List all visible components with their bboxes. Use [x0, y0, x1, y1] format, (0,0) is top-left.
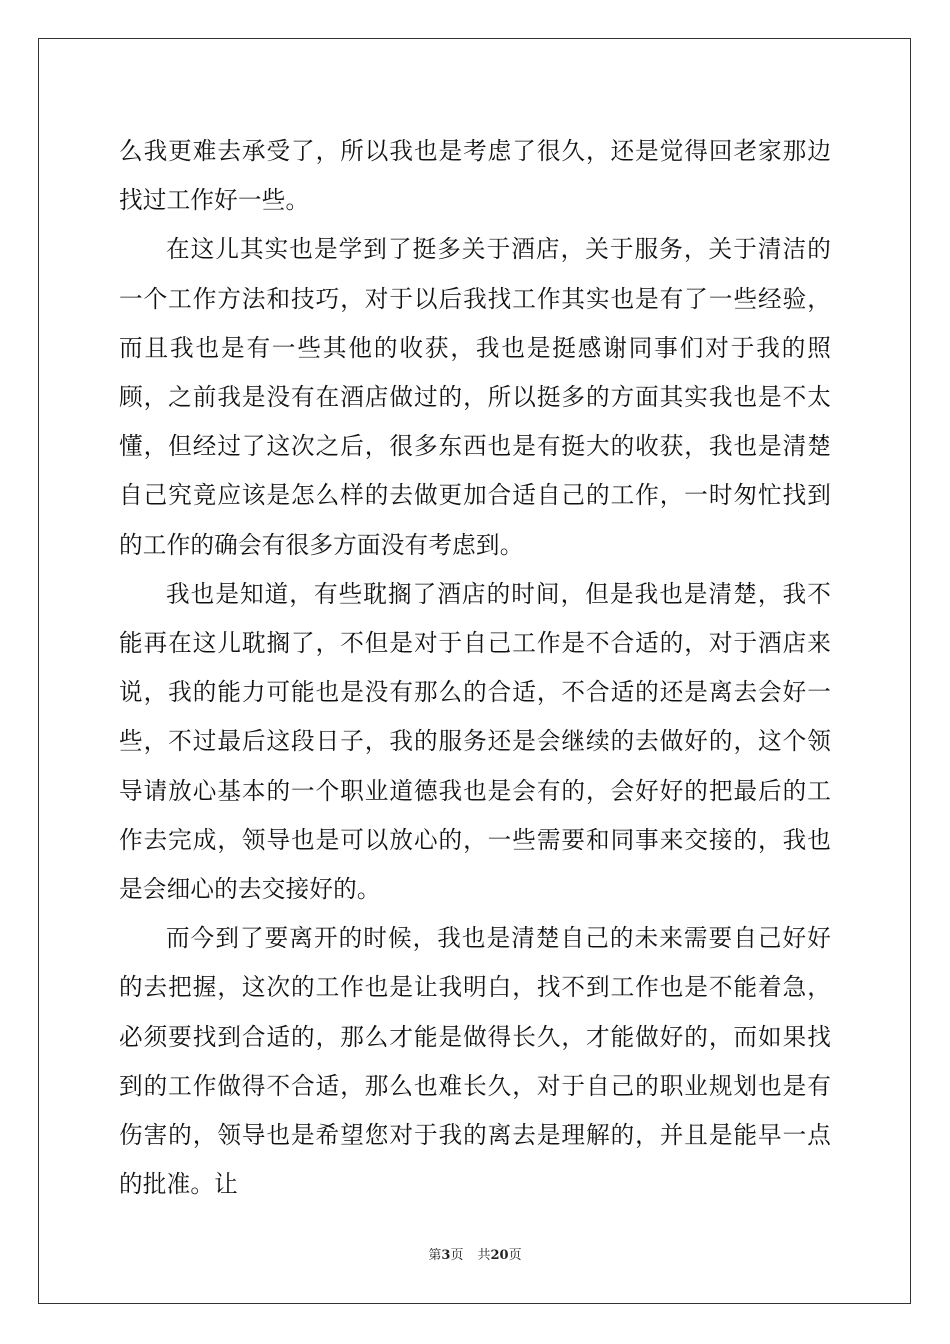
total-prefix: 共	[477, 1248, 491, 1263]
paragraph-1: 么我更难去承受了，所以我也是考虑了很久，还是觉得回老家那边找过工作好一些。	[119, 137, 831, 215]
paragraph-2: 在这儿其实也是学到了挺多关于酒店，关于服务，关于清洁的一个工作方法和技巧，对于以后我找工作其实也是有了一些经验，而且我也是有一些其他的收获，我也是挺感谢同事们对于我的照顾，之前我是没有在酒店做过的，所以挺多的方面其实我也是不太懂，但经过了这次之后，很多东西也是有挺大的收获，我也是清楚自己究竟应该是怎么样的去做更加合适自己的工作，一时匆忙找到的工作的确会有很多方面没有考虑到。	[119, 235, 831, 559]
paragraph-3: 我也是知道，有些耽搁了酒店的时间，但是我也是清楚，我不能再在这儿耽搁了，不但是对于自己工作是不合适的，对于酒店来说，我的能力可能也是没有那么的合适，不合适的还是离去会好一些，不过最后这段日子，我的服务还是会继续的去做好的，这个领导请放心基本的一个职业道德我也是会有的，会好好的把最后的工作去完成，领导也是可以放心的，一些需要和同事来交接的，我也是会细心的去交接好的。	[119, 579, 831, 904]
total-suffix: 页	[508, 1248, 522, 1263]
page-prefix: 第	[428, 1248, 442, 1263]
paragraph-4: 而今到了要离开的时候，我也是清楚自己的未来需要自己好好的去把握，这次的工作也是让我明白，找不到工作也是不能着急，必须要找到合适的，那么才能是做得长久，才能做好的，而如果找到的工作做得不合适，那么也难长久，对于自己的职业规划也是有伤害的，领导也是希望您对于我的离去是理解的，并且是能早一点的批准。让	[119, 924, 831, 1199]
page-total: 20	[490, 1248, 509, 1263]
document-body	[119, 127, 831, 1209]
page-current: 3	[441, 1248, 451, 1263]
page-suffix: 页	[450, 1248, 464, 1263]
page-footer	[0, 1247, 950, 1265]
